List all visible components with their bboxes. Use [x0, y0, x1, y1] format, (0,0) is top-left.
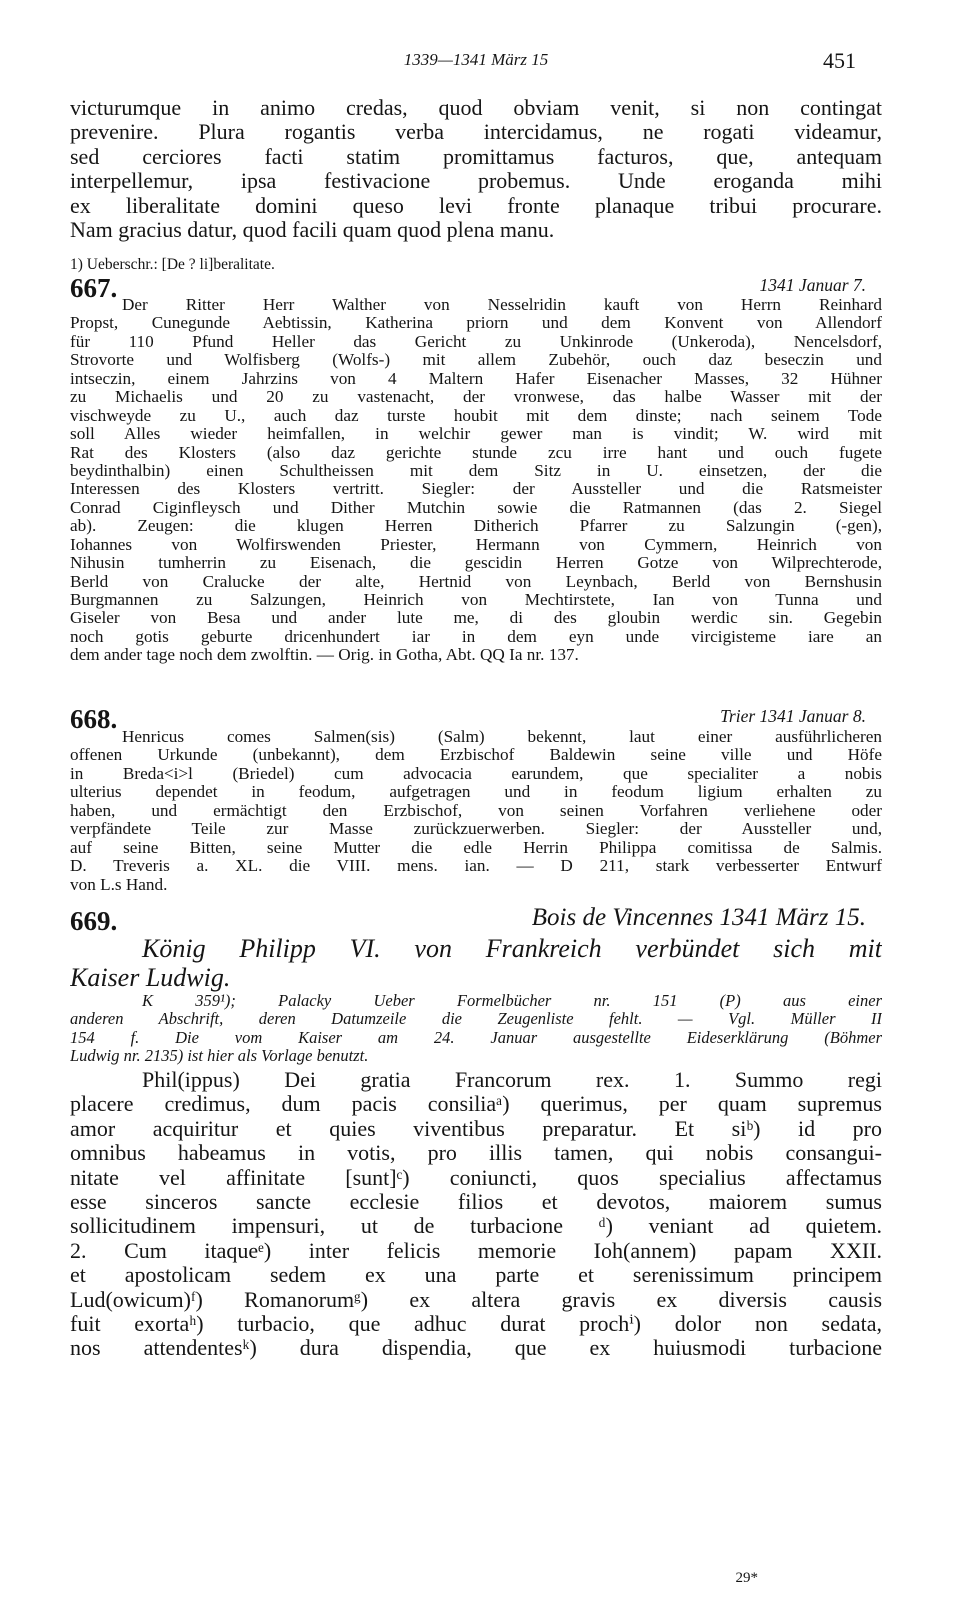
regest-667 — [70, 296, 882, 665]
text-line: Propst, Cunegunde Aebtissin, Katherina priorn und dem Konvent von Allendorf — [70, 314, 882, 333]
text-line: D. Treveris a. XL. die VIII. mens. ian. — D 211, stark verbesserter Entwurf — [70, 857, 882, 876]
text-line: König Philipp VI. von Frankreich verbündet sich mit — [142, 934, 882, 963]
text-line: von L.s Hand. — [70, 875, 168, 894]
text-line: interpellemur, ipsa festivacione probemus. Unde eroganda mihi — [70, 169, 882, 194]
text-line: intseczin, einem Jahrzins von 4 Maltern Hafer Eisenacher Masses, 32 Hühner — [70, 369, 882, 388]
text-line: anderen Abschrift, deren Datumzeile die Zeugenliste fehlt. — Vgl. Müller II — [70, 1010, 882, 1029]
text-line: auf seine Bitten, seine Mutter die edle Herrin Philippa comitissa de Salmis. — [70, 838, 882, 857]
text-line: beydinthalbin) einen Schultheissen mit dem Sitz in U. einsetzen, der die — [70, 461, 882, 480]
text-line: amor acquiritur et quies viventibus preparatur. Et siᵇ) id pro — [70, 1116, 882, 1141]
source-notes-669 — [70, 992, 882, 1066]
text-line: verpfändete Teile zur Masse zurückzuerwerben. Siegler: der Aussteller und, — [70, 820, 882, 839]
document-number-669: 669. — [70, 906, 118, 936]
text-line: K 359¹); Palacky Ueber Formelbücher nr. 151 (P) aus einer — [142, 992, 882, 1010]
text-line: soll Alles wieder heimfallen, in welchir gewer man is vindit; W. wird mit — [70, 425, 882, 444]
text-line: Interessen des Klosters vertritt. Siegler: der Aussteller und die Ratsmeister — [70, 480, 882, 499]
text-line: noch gotis geburte dricenhundert iar in dem eyn unde vircigisteme iare an — [70, 627, 882, 646]
text-line: sollicitudinem impensuri, ut de turbacione ᵈ) veniant ad quietem. — [70, 1214, 882, 1239]
text-line: fuit exortaʰ) turbacio, que adhuc durat prochⁱ) dolor non sedata, — [70, 1311, 882, 1336]
regest-668 — [70, 728, 882, 894]
text-line: ab). Zeugen: die klugen Herren Ditherich Pfarrer zu Salzungin (-gen), — [70, 517, 882, 536]
text-line: Strovorte und Wolfisberg (Wolfs-) mit allem Zubehör, ouch daz beseczin und — [70, 351, 882, 370]
text-line: placere credimus, dum pacis consiliaᵃ) querimus, per quam supremus — [70, 1092, 882, 1117]
text-line: Conrad Ciginfleysch und Dither Mutchin sowie die Ratmannen (das 2. Siegel — [70, 498, 882, 517]
text-line: haben, und ermächtigt den Erzbischof, von seinen Vorfahren verliehene oder — [70, 801, 882, 820]
text-line: Giseler von Besa und ander lute me, di des gloubin werdic sin. Gegebin — [70, 609, 882, 628]
text-line: Lud(owicum)ᶠ) Romanorumᵍ) ex altera gravis ex diversis causis — [70, 1287, 882, 1312]
text-line: Kaiser Ludwig. — [70, 963, 231, 992]
document-number-668: 668. — [70, 704, 118, 734]
text-line: 2. Cum itaqueᵉ) inter felicis memorie Ioh(annem) papam XXII. — [70, 1238, 882, 1263]
text-line: Der Ritter Herr Walther von Nesselridin kauft von Herrn Reinhard — [122, 296, 882, 314]
text-line: Henricus comes Salmen(sis) (Salm) bekennt, laut einer ausführlicheren — [122, 728, 882, 746]
text-line: Nam gracius datur, quod facili quam quod plena manu. — [70, 217, 555, 242]
document-number-667: 667. — [70, 273, 118, 303]
text-line: esse sinceros sancte ecclesie filios et devotos, maiorem sumus — [70, 1189, 882, 1214]
text-line: prevenire. Plura rogantis verba intercidamus, ne rogati videamur, — [70, 120, 882, 145]
printer-signature-mark: 29* — [735, 1570, 758, 1586]
book-page — [70, 0, 882, 1619]
page-number: 451 — [823, 48, 856, 73]
text-line: ex liberalitate domini queso levi fronte planaque tribui procurare. — [70, 193, 882, 218]
document-text-669 — [70, 1068, 882, 1361]
text-line: Iohannes von Wolfirswenden Priester, Hermann von Cymmern, Heinrich von — [70, 535, 882, 554]
document-date-667: 1341 Januar 7. — [759, 275, 866, 295]
text-line: et apostolicam sedem ex una parte et serenissimum principem — [70, 1263, 882, 1288]
intro-paragraph — [70, 96, 882, 242]
text-line: sed cerciores facti statim promittamus facturos, que, antequam — [70, 144, 882, 169]
text-line: dem ander tage noch dem zwolftin. — Orig. in Gotha, Abt. QQ Ia nr. 137. — [70, 646, 579, 665]
text-line: 154 f. Die vom Kaiser am 24. Januar ausgestellte Eideserklärung (Böhmer — [70, 1028, 882, 1047]
text-line: Nihusin tumherrin zu Eisenach, die gescidin Herren Gotze von Wilprechterode, — [70, 554, 882, 573]
text-line: Phil(ippus) Dei gratia Francorum rex. 1. Summo regi — [142, 1068, 882, 1092]
text-line: Berld von Cralucke der alte, Hertnid von Leynbach, Berld von Bernshusin — [70, 572, 882, 591]
text-line: zu Michaelis und 20 zu vastenacht, der vronwese, das halbe Wasser mit der — [70, 388, 882, 407]
text-line: nos attendentesᵏ) dura dispendia, que ex huiusmodi turbacione — [70, 1336, 882, 1361]
footnote: 1) Ueberschr.: [De ? li]beralitate. — [70, 256, 275, 273]
running-title: 1339—1341 März 15 — [403, 50, 549, 69]
text-line: Rat des Klosters (also daz gerichte stunde zcu irre hant und ouch fugete — [70, 443, 882, 462]
text-line: Ludwig nr. 2135) ist hier als Vorlage benutzt. — [70, 1047, 369, 1066]
text-line: victurumque in animo credas, quod obviam venit, si non contingat — [70, 96, 882, 120]
regest-669-title — [70, 934, 882, 992]
text-line: ulterius dependet in feodum, aufgetragen und in feodum ligium erhalten zu — [70, 783, 882, 802]
text-line: omnibus habeamus in votis, pro illis tamen, qui nobis consangui- — [70, 1141, 882, 1166]
document-date-669: Bois de Vincennes 1341 März 15. — [531, 904, 866, 931]
text-line: offenen Urkunde (unbekannt), dem Erzbischof Baldewin seine ville und Höfe — [70, 746, 882, 765]
page-header — [70, 48, 882, 74]
document-date-668: Trier 1341 Januar 8. — [720, 706, 866, 726]
text-line: Burgmannen zu Salzungen, Heinrich von Mechtirstete, Ian von Tunna und — [70, 591, 882, 609]
text-line: nitate vel affinitate [sunt]ᶜ) coniuncti, quos specialius affectamus — [70, 1165, 882, 1190]
text-line: vischweyde zu U., auch daz turste houbit mit dem dinste; nach seinem Tode — [70, 406, 882, 425]
text-line: für 110 Pfund Heller das Gericht zu Unkinrode (Unkeroda), Nencelsdorf, — [70, 332, 882, 351]
text-line: in Breda<i>l (Briedel) cum advocacia earundem, que specialiter a nobis — [70, 764, 882, 783]
